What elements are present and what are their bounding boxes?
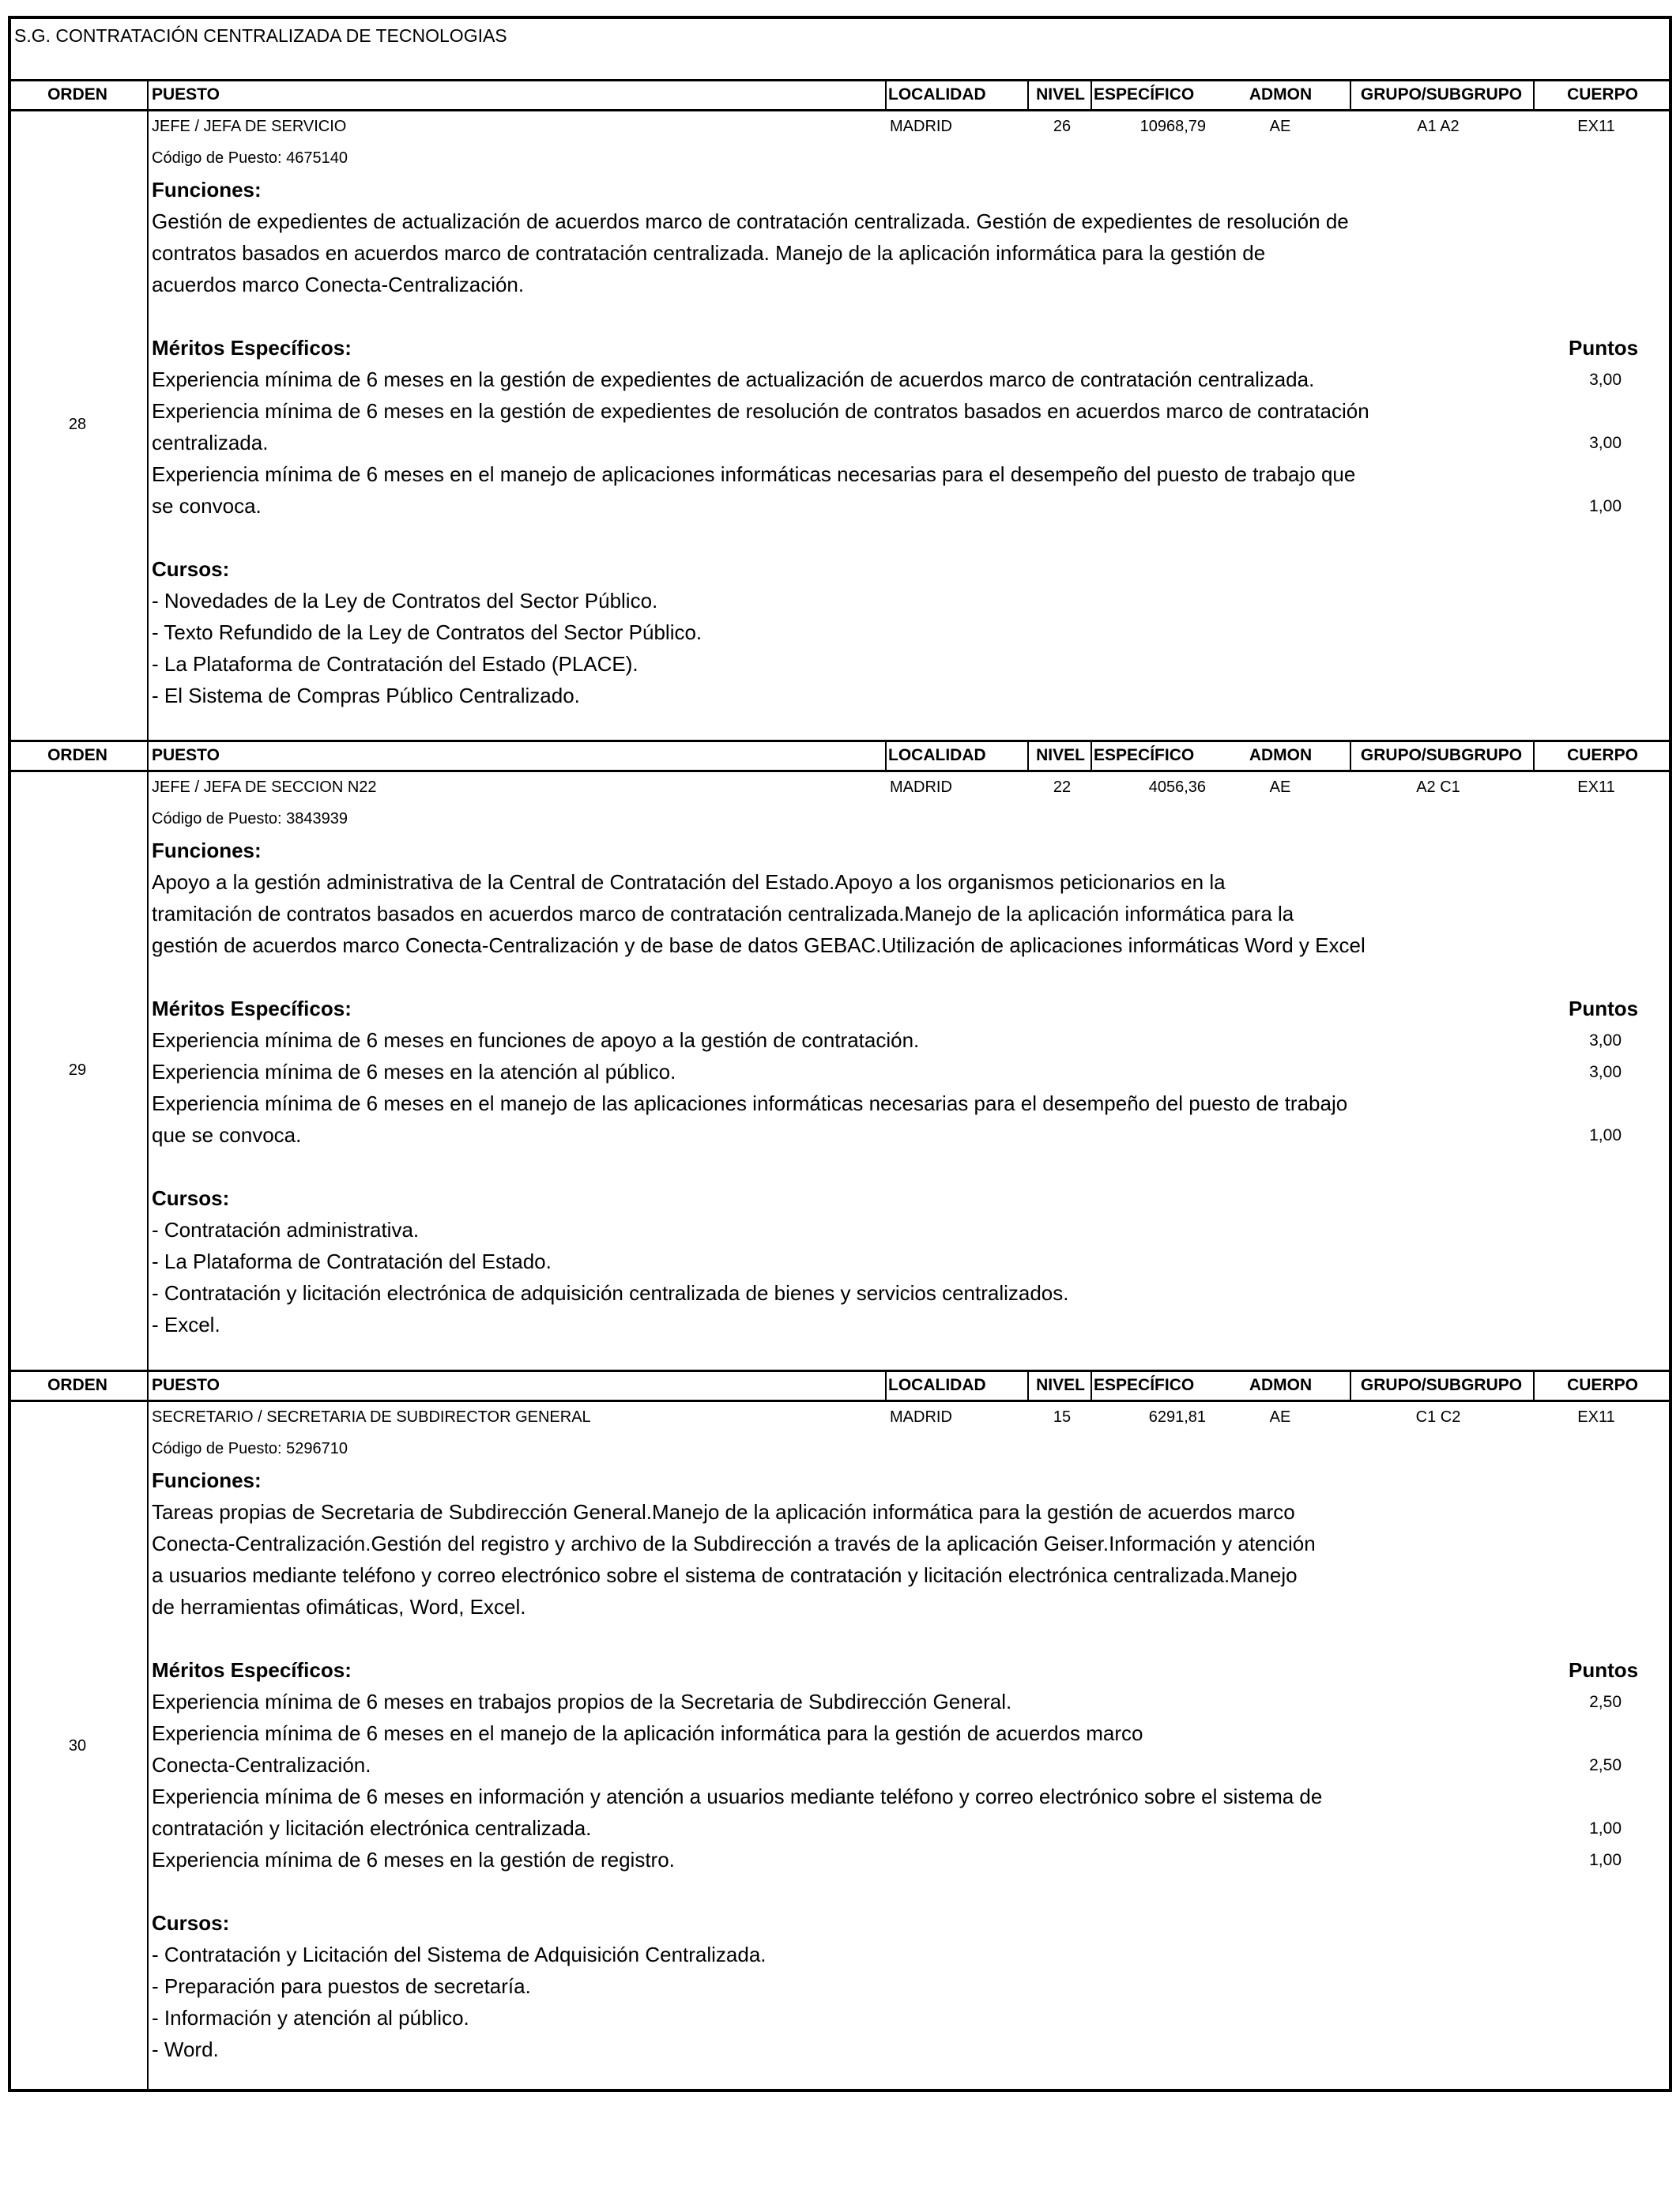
orden-value: 30	[68, 1737, 87, 1755]
merito-points: 1,00	[1589, 497, 1622, 515]
merito-line: Conecta-Centralización.	[152, 1753, 371, 1777]
admon-value: AE	[1269, 118, 1291, 135]
header-localidad: LOCALIDAD	[888, 85, 986, 104]
header-orden: ORDEN	[47, 85, 107, 104]
funciones-line: gestión de acuerdos marco Conecta-Centralización y de base de datos GEBAC.Utilización de aplicaciones informáticas Word y Excel	[152, 933, 1365, 957]
nivel-value: 26	[1053, 118, 1072, 135]
header-especifico: ESPECÍFICO	[1094, 746, 1195, 764]
funciones-label: Funciones:	[152, 178, 262, 202]
especifico-value: 10968,79	[1139, 118, 1206, 135]
codigo-puesto: Código de Puesto: 3843939	[152, 810, 348, 827]
funciones-line: a usuarios mediante teléfono y correo electrónico sobre el sistema de contratación y licitación electrónica centralizada.Manejo	[152, 1563, 1298, 1587]
meritos-label: Méritos Específicos:	[152, 336, 352, 360]
curso-line: - Word.	[152, 2038, 219, 2061]
funciones-label: Funciones:	[152, 1468, 262, 1492]
section-title: S.G. CONTRATACIÓN CENTRALIZADA DE TECNOLOGIAS	[14, 25, 507, 46]
curso-line: - El Sistema de Compras Público Centralizado.	[152, 684, 580, 707]
merito-line: Experiencia mínima de 6 meses en la gestión de expedientes de resolución de contratos basados en acuerdos marco de contratación	[152, 399, 1369, 423]
header-orden: ORDEN	[47, 1376, 107, 1394]
orden-column-divider	[147, 79, 149, 740]
header-especifico: ESPECÍFICO	[1094, 85, 1195, 104]
merito-line: Experiencia mínima de 6 meses en el manejo de las aplicaciones informáticas necesarias para el desempeño del puesto de trabajo	[152, 1091, 1348, 1115]
funciones-line: Tareas propias de Secretaria de Subdirección General.Manejo de la aplicación informática para la gestión de acuerdos marco	[152, 1500, 1295, 1524]
grupo-value: A2 C1	[1416, 778, 1460, 796]
header-cuerpo: CUERPO	[1567, 85, 1638, 104]
cursos-label: Cursos:	[152, 1911, 230, 1935]
funciones-line: Gestión de expedientes de actualización de acuerdos marco de contratación centralizada. Gestión de expedientes de resolución de	[152, 209, 1349, 233]
orden-value: 29	[68, 1061, 87, 1079]
header-column-divider	[1027, 79, 1029, 111]
admon-value: AE	[1269, 1408, 1291, 1426]
header-puesto: PUESTO	[152, 1376, 220, 1394]
merito-line: contratación y licitación electrónica centralizada.	[152, 1816, 592, 1840]
codigo-puesto: Código de Puesto: 4675140	[152, 149, 348, 167]
cuerpo-value: EX11	[1577, 1408, 1615, 1426]
localidad-value: MADRID	[890, 1408, 952, 1426]
header-puesto: PUESTO	[152, 746, 220, 764]
orden-column-divider	[147, 740, 149, 1370]
header-column-divider	[1090, 740, 1092, 771]
merito-points: 3,00	[1589, 1031, 1622, 1050]
nivel-value: 22	[1053, 778, 1072, 796]
puntos-label: Puntos	[1569, 997, 1639, 1020]
localidad-value: MADRID	[890, 118, 952, 135]
orden-column-divider	[147, 1370, 149, 2092]
header-grupo: GRUPO/SUBGRUPO	[1360, 1376, 1523, 1394]
curso-line: - Contratación y licitación electrónica de adquisición centralizada de bienes y servicios centralizados.	[152, 1281, 1069, 1305]
curso-line: - Excel.	[152, 1313, 220, 1336]
header-column-divider	[1090, 1370, 1092, 1401]
especifico-value: 4056,36	[1148, 778, 1206, 796]
merito-line: Experiencia mínima de 6 meses en el manejo de la aplicación informática para la gestión de acuerdos marco	[152, 1721, 1143, 1745]
cuerpo-value: EX11	[1577, 118, 1615, 135]
grupo-value: A1 A2	[1417, 118, 1460, 135]
header-column-divider	[1027, 1370, 1029, 1401]
cursos-label: Cursos:	[152, 1186, 230, 1210]
curso-line: - Novedades de la Ley de Contratos del Sector Público.	[152, 589, 658, 613]
funciones-line: tramitación de contratos basados en acuerdos marco de contratación centralizada.Manejo de la aplicación informática para la	[152, 902, 1294, 925]
meritos-label: Méritos Específicos:	[152, 997, 352, 1020]
curso-line: - Información y atención al público.	[152, 2006, 469, 2030]
merito-line: centralizada.	[152, 431, 269, 454]
header-bottom-line	[8, 109, 1672, 111]
funciones-line: contratos basados en acuerdos marco de contratación centralizada. Manejo de la aplicación informática para la gestión de	[152, 241, 1266, 265]
merito-points: 3,00	[1589, 1063, 1622, 1081]
header-column-divider	[1027, 740, 1029, 771]
header-nivel: NIVEL	[1036, 85, 1085, 104]
orden-value: 28	[68, 416, 87, 433]
cuerpo-value: EX11	[1577, 778, 1615, 796]
header-bottom-line	[8, 1400, 1672, 1402]
merito-points: 1,00	[1589, 1819, 1622, 1838]
puesto-value: SECRETARIO / SECRETARIA DE SUBDIRECTOR GENERAL	[152, 1408, 591, 1426]
merito-points: 1,00	[1589, 1126, 1622, 1144]
header-top-line	[8, 1370, 1672, 1372]
curso-line: - La Plataforma de Contratación del Estado.	[152, 1250, 552, 1273]
localidad-value: MADRID	[890, 778, 952, 796]
curso-line: - La Plataforma de Contratación del Estado (PLACE).	[152, 652, 638, 676]
curso-line: - Contratación y Licitación del Sistema de Adquisición Centralizada.	[152, 1943, 767, 1966]
header-orden: ORDEN	[47, 746, 107, 764]
header-top-line	[8, 740, 1672, 742]
header-cuerpo: CUERPO	[1567, 746, 1638, 764]
header-grupo: GRUPO/SUBGRUPO	[1360, 746, 1523, 764]
header-bottom-line	[8, 770, 1672, 772]
merito-line: Experiencia mínima de 6 meses en la gestión de registro.	[152, 1848, 675, 1872]
header-admon: ADMON	[1249, 746, 1313, 764]
funciones-label: Funciones:	[152, 839, 262, 862]
merito-points: 2,50	[1589, 1693, 1622, 1711]
cursos-label: Cursos:	[152, 557, 230, 581]
header-admon: ADMON	[1249, 1376, 1313, 1394]
header-column-divider	[885, 79, 887, 111]
header-cuerpo: CUERPO	[1567, 1376, 1638, 1394]
puesto-value: JEFE / JEFA DE SERVICIO	[152, 118, 347, 135]
document-frame	[8, 16, 1672, 2092]
funciones-line: Conecta-Centralización.Gestión del registro y archivo de la Subdirección a través de la aplicación Geiser.Información y atención	[152, 1532, 1316, 1555]
merito-line: que se convoca.	[152, 1123, 302, 1147]
curso-line: - Texto Refundido de la Ley de Contratos del Sector Público.	[152, 620, 703, 644]
header-localidad: LOCALIDAD	[888, 746, 986, 764]
curso-line: - Contratación administrativa.	[152, 1218, 420, 1242]
header-top-line	[8, 79, 1672, 81]
curso-line: - Preparación para puestos de secretaría.	[152, 1974, 531, 1998]
header-especifico: ESPECÍFICO	[1094, 1376, 1195, 1394]
merito-line: Experiencia mínima de 6 meses en funciones de apoyo a la gestión de contratación.	[152, 1028, 920, 1052]
admon-value: AE	[1269, 778, 1291, 796]
header-column-divider	[885, 740, 887, 771]
merito-points: 1,00	[1589, 1851, 1622, 1869]
header-nivel: NIVEL	[1036, 1376, 1085, 1394]
header-admon: ADMON	[1249, 85, 1313, 104]
merito-line: Experiencia mínima de 6 meses en el manejo de aplicaciones informáticas necesarias para el desempeño del puesto de trabajo que	[152, 462, 1356, 486]
codigo-puesto: Código de Puesto: 5296710	[152, 1440, 348, 1457]
merito-points: 2,50	[1589, 1756, 1622, 1774]
merito-points: 3,00	[1589, 434, 1622, 452]
grupo-value: C1 C2	[1415, 1408, 1461, 1426]
header-grupo: GRUPO/SUBGRUPO	[1360, 85, 1523, 104]
merito-line: Experiencia mínima de 6 meses en trabajos propios de la Secretaria de Subdirección General.	[152, 1690, 1012, 1713]
header-column-divider	[1090, 79, 1092, 111]
merito-points: 3,00	[1589, 371, 1622, 389]
meritos-label: Méritos Específicos:	[152, 1658, 352, 1682]
header-column-divider	[885, 1370, 887, 1401]
especifico-value: 6291,81	[1148, 1408, 1206, 1426]
puntos-label: Puntos	[1569, 336, 1639, 360]
header-localidad: LOCALIDAD	[888, 1376, 986, 1394]
funciones-line: acuerdos marco Conecta-Centralización.	[152, 273, 525, 296]
puesto-value: JEFE / JEFA DE SECCION N22	[152, 778, 377, 796]
puntos-label: Puntos	[1569, 1658, 1639, 1682]
header-puesto: PUESTO	[152, 85, 220, 104]
funciones-line: Apoyo a la gestión administrativa de la Central de Contratación del Estado.Apoyo a los organismos peticionarios en la	[152, 870, 1226, 894]
merito-line: se convoca.	[152, 494, 262, 518]
nivel-value: 15	[1053, 1408, 1072, 1426]
header-nivel: NIVEL	[1036, 746, 1085, 764]
merito-line: Experiencia mínima de 6 meses en la gestión de expedientes de actualización de acuerdos marco de contratación centralizada.	[152, 368, 1315, 391]
merito-line: Experiencia mínima de 6 meses en la atención al público.	[152, 1060, 676, 1084]
funciones-line: de herramientas ofimáticas, Word, Excel.	[152, 1595, 526, 1619]
merito-line: Experiencia mínima de 6 meses en información y atención a usuarios mediante teléfono y correo electrónico sobre el sistema de	[152, 1785, 1323, 1808]
